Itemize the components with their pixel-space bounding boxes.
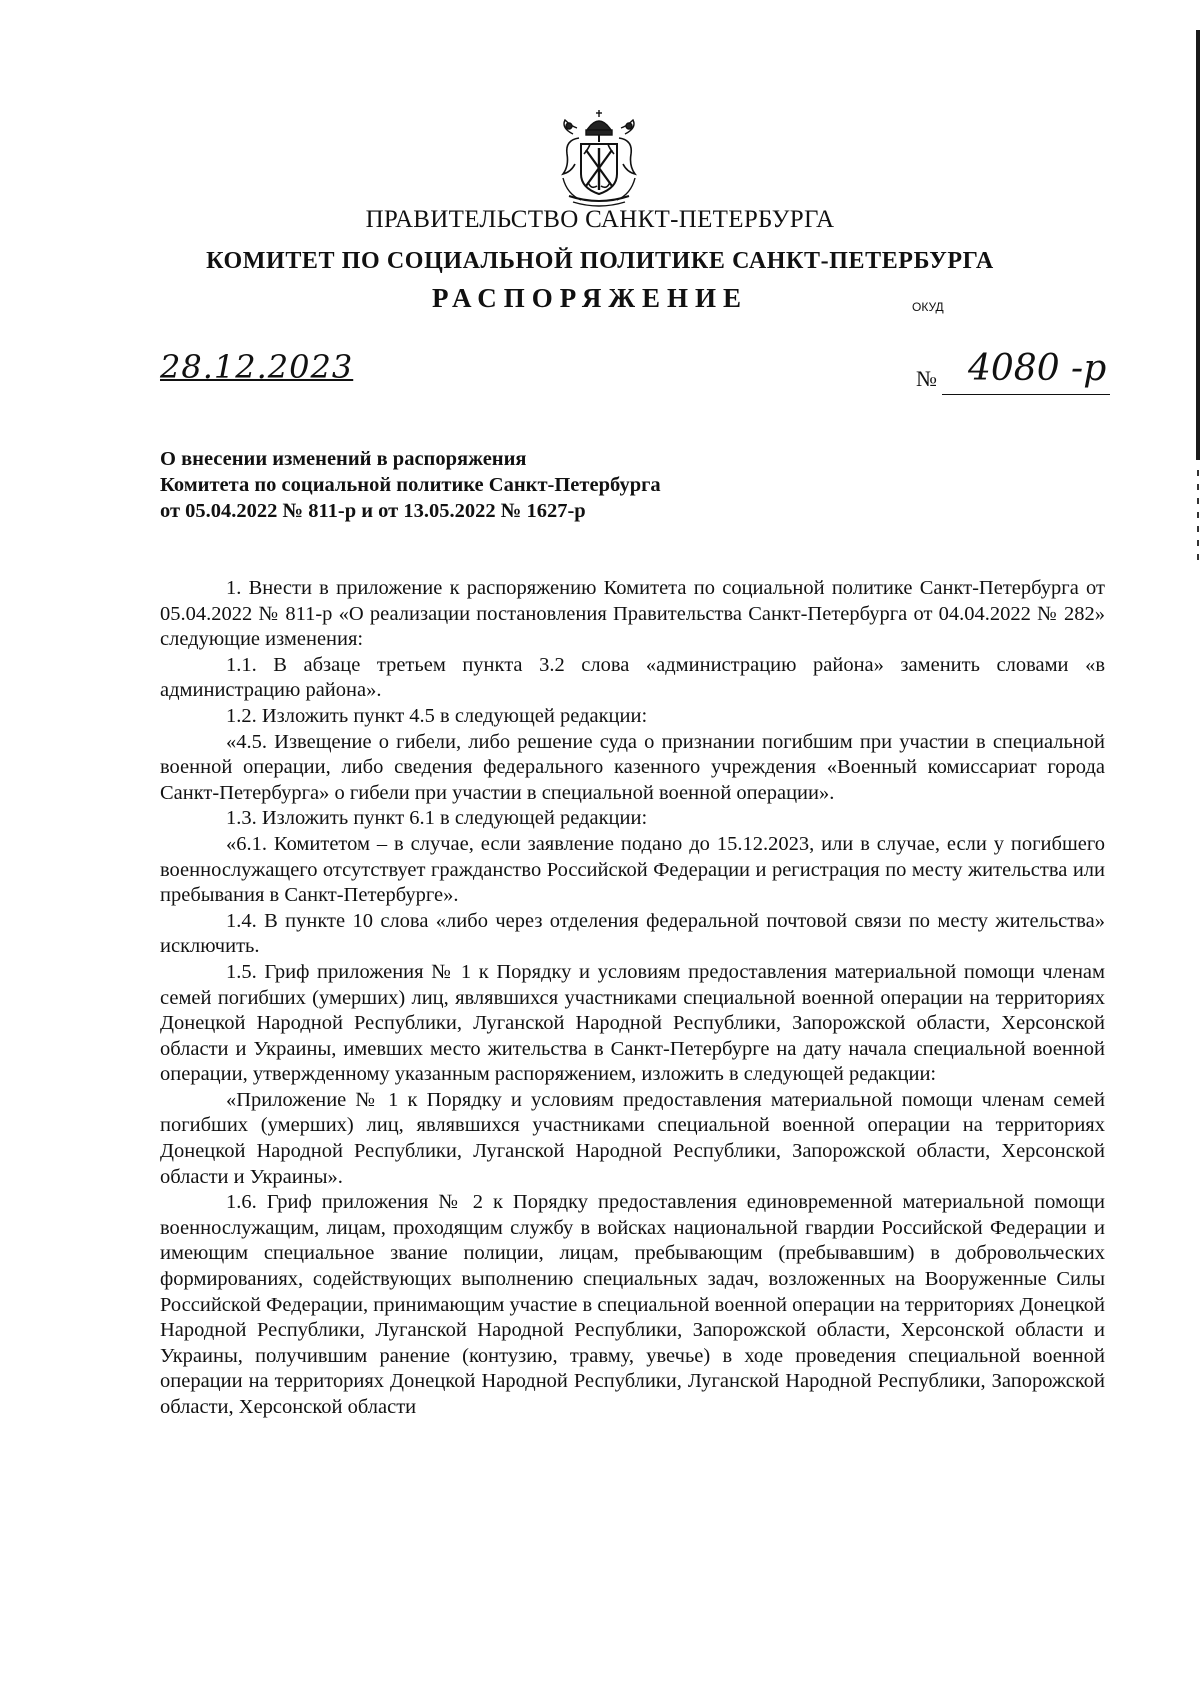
body-paragraph: 1.2. Изложить пункт 4.5 в следующей редакции: xyxy=(226,704,648,727)
body-paragraph: 1.4. В пункте 10 слова «либо через отделения федеральной почтовой связи по месту жительства» исключить. xyxy=(160,909,1105,958)
document-subject xyxy=(160,446,661,524)
handwritten-number: 4080 -р xyxy=(968,348,1107,389)
body-paragraph: «6.1. Комитетом – в случае, если заявление подано до 15.12.2023, или в случае, если у погибшего военнослужащего отсутствует гражданство Российской Федерации и регистрация по месту жительства или пребывания в Санкт-Петербурге». xyxy=(160,832,1105,907)
scan-edge-mark xyxy=(1196,30,1200,460)
document-type-heading: РАСПОРЯЖЕНИЕ xyxy=(432,283,749,313)
body-paragraph: 1.6. Гриф приложения № 2 к Порядку предоставления единовременной материальной помощи военнослужащим, лицам, проходящим службу в войсках национальной гвардии Российской Федерации и имеющим специальное звание полиции, лицам, пребывающим (пребывавшим) в добровольческих формированиях, содействующих выполнению специальных задач, возложенных на Вооруженные Силы Российской Федерации, принимающим участие в специальной военной операции на территориях Донецкой Народной Республики, Луганской Народной Республики, Запорожской области, Херсонской области и Украины, получившим ранение (контузию, травму, увечье) в ходе проведения специальной военной операции на территориях Донецкой Народной Республики, Луганской Народной Республики, Запорожской области, Херсонской области xyxy=(160,1191,1105,1418)
subject-line: О внесении изменений в распоряжения xyxy=(160,448,527,470)
body-paragraph: «4.5. Извещение о гибели, либо решение суда о признании погибшим при участии в специальной военной операции, либо сведения федерального казенного учреждения «Военный комиссариат города Санкт-Петербурга» о гибели при участии в специальной военной операции». xyxy=(160,730,1105,804)
committee-heading: КОМИТЕТ ПО СОЦИАЛЬНОЙ ПОЛИТИКЕ САНКТ-ПЕТЕРБУРГА xyxy=(206,248,994,274)
body-paragraph: 1.3. Изложить пункт 6.1 в следующей редакции: xyxy=(226,807,648,830)
body-paragraph: «Приложение № 1 к Порядку и условиям предоставления материальной помощи членам семей погибших (умерших) лиц, являвшихся участниками специальной военной операции на территориях Донецкой Народной Республики, Луганской Народной Республики, Запорожской области, Херсонской области и Украины». xyxy=(160,1088,1105,1188)
document-body xyxy=(160,576,1105,1421)
body-paragraph: 1.1. В абзаце третьем пункта 3.2 слова «администрацию района» заменить словами «в администрацию района». xyxy=(160,653,1105,702)
coat-of-arms-icon xyxy=(555,108,643,212)
subject-line: Комитета по социальной политике Санкт-Петербурга xyxy=(160,474,661,496)
subject-line: от 05.04.2022 № 811-р и от 13.05.2022 № 1627-р xyxy=(160,500,586,522)
number-underline xyxy=(942,394,1110,395)
number-label: № xyxy=(916,366,937,391)
scan-edge-mark-dashed xyxy=(1197,470,1199,560)
body-paragraph: 1.5. Гриф приложения № 1 к Порядку и условиям предоставления материальной помощи членам семей погибших (умерших) лиц, являвшихся участниками специальной военной операции на территориях Донецкой Народной Республики, Луганской Народной Республики, Запорожской области, Херсонской области и Украины, имевших место жительства в Санкт-Петербурге на дату начала специальной военной операции, утвержденному указанным распоряжением, изложить в следующей редакции: xyxy=(160,960,1105,1086)
body-paragraph: 1. Внести в приложение к распоряжению Комитета по социальной политике Санкт-Петербурга от 05.04.2022 № 811-р «О реализации постановления Правительства Санкт-Петербурга от 04.04.2022 № 282» следующие изменения: xyxy=(160,577,1105,651)
handwritten-date: 28.12.2023 xyxy=(160,348,354,386)
okud-label: ОКУД xyxy=(912,300,944,314)
government-heading: ПРАВИТЕЛЬСТВО САНКТ-ПЕТЕРБУРГА xyxy=(365,206,835,233)
